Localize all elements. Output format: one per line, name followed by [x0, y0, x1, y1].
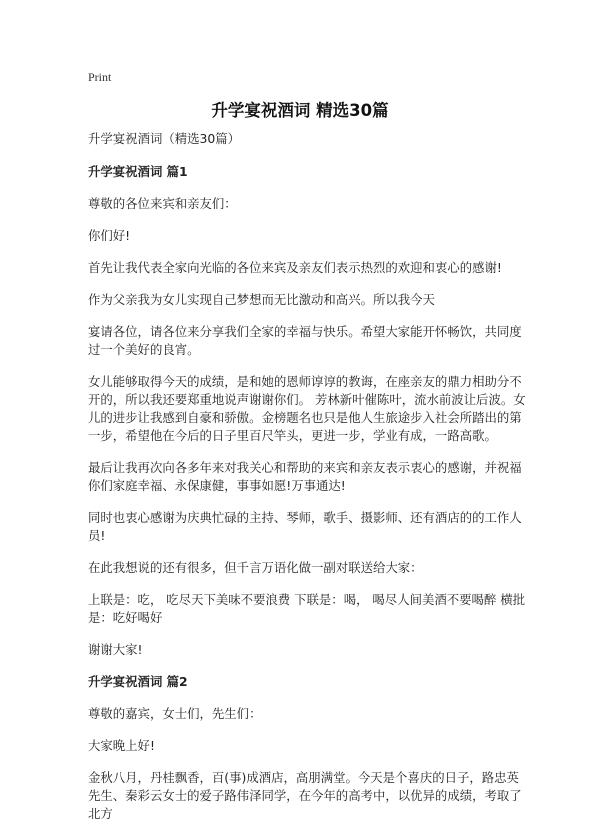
print-link[interactable]: Print [88, 70, 112, 84]
paragraph: 上联是：吃， 吃尽天下美味不要浪费 下联是：喝， 喝尽人间美酒不要喝醉 横批是：吃好喝好 [88, 592, 526, 625]
section-heading: 升学宴祝酒词 篇1 [88, 164, 188, 179]
section-heading: 升学宴祝酒词 篇2 [88, 674, 188, 689]
paragraph: 作为父亲我为女儿实现自己梦想而无比激动和高兴。所以我今天 [88, 292, 435, 307]
paragraph: 你们好! [88, 228, 131, 243]
paragraph: 最后让我再次向各多年来对我关心和帮助的来宾和亲友表示衷心的感谢，并祝福你们家庭幸福、永保康健，事事如愿!万事通达! [88, 460, 522, 493]
document-title: 升学宴祝酒词 精选30篇 [211, 101, 389, 120]
paragraph: 大家晚上好! [88, 738, 155, 753]
paragraph: 谢谢大家! [88, 642, 143, 657]
document-body [88, 130, 528, 837]
paragraph: 宴请各位，请各位来分享我们全家的幸福与快乐。希望大家能开怀畅饮，共同度过一个美好的良宵。 [88, 324, 522, 357]
paragraph: 尊敬的各位来宾和亲友们： [88, 196, 237, 211]
paragraph: 金秋八月，丹桂飘香，百(事)成酒店，高朋满堂。今天是个喜庆的日子，路忠英先生、秦彩云女士的爱子路伟泽同学，在今年的高考中，以优异的成绩，考取了北方 [88, 770, 522, 821]
paragraph: 在此我想说的还有很多，但千言万语化做一副对联送给大家： [88, 560, 423, 575]
paragraph: 首先让我代表全家向光临的各位来宾及亲友们表示热烈的欢迎和衷心的感谢! [88, 260, 502, 275]
document-subtitle: 升学宴祝酒词（精选30篇） [88, 131, 241, 146]
paragraph: 女儿能够取得今天的成绩，是和她的恩师谆谆的教诲，在座亲友的鼎力相助分不开的，所以我还要郑重地说声谢谢你们。 芳林新叶催陈叶，流水前波让后波。女儿的进步让我感到自豪和骄傲。金榜题名也只是他人生旅途步入社会所踏出的第一步，希望他在今后的日子里百尺竿头，更进一步，学业有成，一路高歌。 [88, 374, 526, 443]
paragraph: 尊敬的嘉宾，女士们，先生们： [88, 706, 262, 721]
paragraph: 同时也衷心感谢为庆典忙碌的主持、琴师，歌手、摄影师、还有酒店的的工作人员! [88, 510, 522, 543]
